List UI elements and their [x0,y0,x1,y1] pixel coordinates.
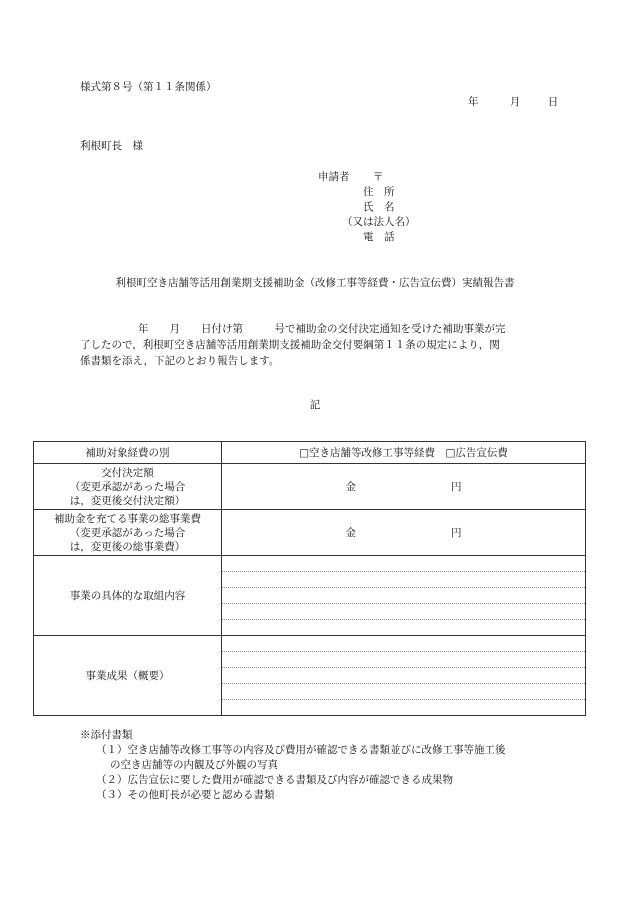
name-label: 氏 名 [363,201,395,213]
ruled-line [222,652,585,668]
grant-decision-label-3: は，変更後交付決定額） [69,494,186,507]
grant-decision-label-2: （変更承認があった場合 [69,480,186,493]
date-line [468,95,558,109]
attachments [80,728,506,803]
table-row [34,510,586,556]
expense-type-label: 補助対象経費の別 [34,442,222,464]
body-line-3: 係書類を添え，下記のとおり報告します。 [80,355,280,367]
ruled-line [222,588,585,604]
table-row [34,442,586,464]
body-line-1: 年 月 日付け第 号で補助金の交付決定通知を受けた補助事業が完 [138,323,506,335]
applicant-block [318,170,416,245]
body-text [80,321,550,369]
ruled-line [222,668,585,684]
results-label: 事業成果（概要） [34,636,222,716]
ruled-line [222,636,585,652]
date-month: 月 [509,96,521,108]
date-day: 日 [547,96,559,108]
address-label: 住 所 [363,186,395,198]
ruled-line [222,620,585,635]
ruled-line [222,604,585,620]
attachment-item-3: （３）その他町長が必要と認める書類 [96,789,275,801]
expense-type-options: □空き店舗等改修工事等経費 □広告宣伝費 [222,442,586,464]
ruled-line [222,556,585,572]
results-writing-area[interactable] [222,636,586,716]
table-row [34,556,586,636]
total-cost-label-3: は，変更後の総事業費） [69,540,186,553]
total-cost-label-1: 補助金を充てる事業の総事業費 [54,512,201,525]
corporation-label: （又は法人名） [342,216,416,228]
phone-label: 電 話 [363,231,395,243]
grant-decision-amount [222,464,586,510]
ruled-line [222,700,585,715]
table-row [34,636,586,716]
attachments-heading: ※添付書類 [80,729,133,741]
date-year: 年 [468,96,479,108]
kin-label: 金 [345,481,356,493]
attachment-item-1-cont: の空き店舗等の内観及び外観の写真 [110,759,278,771]
kin-label: 金 [345,527,356,539]
applicant-label: 申請者 [318,171,350,183]
document-title: 利根町空き店舗等活用創業期支援補助金（改修工事等経費・広告宣伝費）実績報告書 [115,277,515,289]
applicant-label-row [318,170,416,185]
addressee: 利根町長 様 [80,140,143,152]
attachment-item-1: （１）空き店舗等改修工事等の内容及び費用が確認できる書類並びに改修工事等施工後 [96,744,506,756]
total-cost-label [34,510,222,556]
total-cost-amount [222,510,586,556]
grant-decision-label-1: 交付決定額 [101,466,154,479]
attachment-item-2: （２）広告宣伝に要した費用が確認できる書類及び内容が確認できる成果物 [96,774,453,786]
activities-label: 事業の具体的な取組内容 [34,556,222,636]
yen-label: 円 [451,481,462,493]
body-line-2: 了したので，利根町空き店舗等活用創業期支援補助金交付要綱第１１条の規定により，関 [80,339,500,351]
form-number: 様式第８号（第１１条関係） [80,81,217,93]
ruled-line [222,684,585,700]
postal-mark: 〒 [372,171,384,183]
activities-writing-area[interactable] [222,556,586,636]
total-cost-label-2: （変更承認があった場合 [69,526,186,539]
table-row [34,464,586,510]
ruled-line [222,572,585,588]
report-table [33,441,586,716]
grant-decision-label [34,464,222,510]
yen-label: 円 [451,527,462,539]
ki-heading: 記 [309,399,321,411]
